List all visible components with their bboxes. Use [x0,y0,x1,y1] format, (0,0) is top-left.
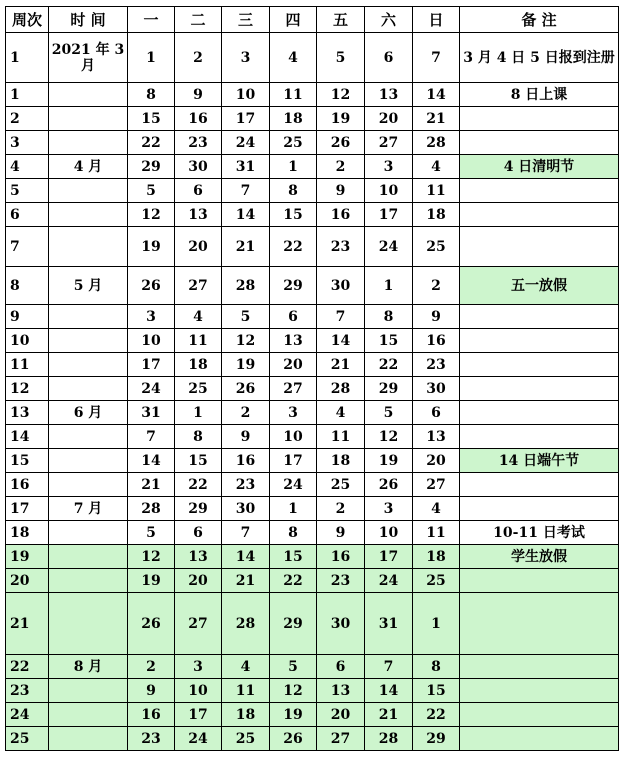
day-cell-fri: 13 [317,679,365,703]
week-number-cell: 10 [6,329,49,353]
day-cell-tue: 18 [175,353,222,377]
month-cell [49,329,128,353]
day-cell-thu: 26 [270,727,317,751]
day-cell-mon: 12 [128,203,175,227]
day-cell-fri: 4 [317,401,365,425]
day-cell-fri: 26 [317,131,365,155]
note-cell [460,401,619,425]
day-cell-wed: 25 [222,727,270,751]
week-number-cell: 21 [6,593,49,655]
day-cell-mon: 17 [128,353,175,377]
day-cell-thu: 3 [270,401,317,425]
semester-calendar-table [5,6,619,751]
day-cell-sat: 22 [365,353,413,377]
day-cell-mon: 15 [128,107,175,131]
day-cell-thu: 20 [270,353,317,377]
week-number-cell: 24 [6,703,49,727]
day-cell-sat: 24 [365,569,413,593]
day-cell-thu: 1 [270,497,317,521]
table-row [6,131,619,155]
note-cell: 4 日清明节 [460,155,619,179]
day-cell-fri: 30 [317,267,365,305]
day-cell-sat: 28 [365,727,413,751]
day-cell-sun: 8 [413,655,460,679]
day-cell-sat: 26 [365,473,413,497]
month-cell [49,679,128,703]
table-row [6,83,619,107]
week-number-cell: 12 [6,377,49,401]
day-cell-sun: 4 [413,155,460,179]
note-cell [460,353,619,377]
day-cell-tue: 10 [175,679,222,703]
day-cell-sun: 7 [413,33,460,83]
day-cell-sat: 17 [365,545,413,569]
header-sat: 六 [365,7,413,33]
day-cell-mon: 31 [128,401,175,425]
note-cell [460,679,619,703]
day-cell-sun: 20 [413,449,460,473]
week-number-cell: 9 [6,305,49,329]
day-cell-fri: 16 [317,203,365,227]
note-cell [460,377,619,401]
day-cell-tue: 30 [175,155,222,179]
note-cell: 10-11 日考试 [460,521,619,545]
month-cell [49,425,128,449]
day-cell-mon: 26 [128,593,175,655]
month-cell: 4 月 [49,155,128,179]
day-cell-fri: 9 [317,179,365,203]
day-cell-tue: 25 [175,377,222,401]
day-cell-mon: 1 [128,33,175,83]
day-cell-wed: 10 [222,83,270,107]
day-cell-mon: 24 [128,377,175,401]
day-cell-thu: 19 [270,703,317,727]
month-cell: 8 月 [49,655,128,679]
day-cell-wed: 28 [222,267,270,305]
day-cell-mon: 21 [128,473,175,497]
month-cell [49,449,128,473]
day-cell-mon: 19 [128,569,175,593]
day-cell-fri: 2 [317,497,365,521]
table-row [6,377,619,401]
note-cell [460,703,619,727]
day-cell-thu: 29 [270,593,317,655]
day-cell-fri: 9 [317,521,365,545]
day-cell-thu: 8 [270,521,317,545]
month-cell [49,593,128,655]
table-row [6,401,619,425]
header-thu: 四 [270,7,317,33]
day-cell-sun: 23 [413,353,460,377]
week-number-cell: 4 [6,155,49,179]
note-cell [460,497,619,521]
note-cell: 3 月 4 日 5 日报到注册 [460,33,619,83]
note-cell [460,107,619,131]
month-cell [49,569,128,593]
header-tue: 二 [175,7,222,33]
day-cell-mon: 7 [128,425,175,449]
note-cell [460,203,619,227]
day-cell-sun: 16 [413,329,460,353]
day-cell-sat: 10 [365,179,413,203]
month-cell [49,107,128,131]
day-cell-wed: 11 [222,679,270,703]
day-cell-tue: 27 [175,267,222,305]
month-cell: 7 月 [49,497,128,521]
day-cell-tue: 24 [175,727,222,751]
month-cell [49,727,128,751]
note-cell [460,425,619,449]
header-time: 时 间 [49,7,128,33]
table-row [6,497,619,521]
day-cell-tue: 2 [175,33,222,83]
day-cell-tue: 11 [175,329,222,353]
day-cell-fri: 23 [317,569,365,593]
day-cell-sun: 11 [413,179,460,203]
day-cell-sat: 24 [365,227,413,267]
month-cell [49,179,128,203]
table-row [6,449,619,473]
day-cell-sat: 17 [365,203,413,227]
day-cell-sun: 25 [413,227,460,267]
day-cell-sat: 29 [365,377,413,401]
day-cell-sat: 10 [365,521,413,545]
day-cell-tue: 23 [175,131,222,155]
table-row [6,267,619,305]
note-cell: 8 日上课 [460,83,619,107]
day-cell-mon: 28 [128,497,175,521]
note-cell [460,131,619,155]
day-cell-thu: 15 [270,203,317,227]
header-fri: 五 [317,7,365,33]
month-cell [49,83,128,107]
day-cell-sat: 14 [365,679,413,703]
week-number-cell: 22 [6,655,49,679]
day-cell-tue: 4 [175,305,222,329]
month-cell: 6 月 [49,401,128,425]
day-cell-sat: 21 [365,703,413,727]
day-cell-tue: 20 [175,227,222,267]
table-row [6,305,619,329]
day-cell-wed: 21 [222,569,270,593]
day-cell-tue: 3 [175,655,222,679]
day-cell-thu: 18 [270,107,317,131]
week-number-cell: 2 [6,107,49,131]
table-row [6,545,619,569]
day-cell-sat: 5 [365,401,413,425]
day-cell-wed: 30 [222,497,270,521]
day-cell-mon: 16 [128,703,175,727]
day-cell-wed: 3 [222,33,270,83]
week-number-cell: 25 [6,727,49,751]
day-cell-thu: 11 [270,83,317,107]
month-cell [49,227,128,267]
table-row [6,107,619,131]
day-cell-wed: 23 [222,473,270,497]
day-cell-fri: 27 [317,727,365,751]
week-number-cell: 1 [6,33,49,83]
day-cell-thu: 10 [270,425,317,449]
note-cell [460,227,619,267]
day-cell-sun: 27 [413,473,460,497]
day-cell-fri: 20 [317,703,365,727]
day-cell-sun: 28 [413,131,460,155]
day-cell-sun: 6 [413,401,460,425]
month-cell [49,131,128,155]
day-cell-wed: 24 [222,131,270,155]
day-cell-sat: 3 [365,497,413,521]
day-cell-wed: 2 [222,401,270,425]
day-cell-fri: 14 [317,329,365,353]
header-notes: 备 注 [460,7,619,33]
day-cell-thu: 5 [270,655,317,679]
day-cell-tue: 27 [175,593,222,655]
day-cell-sat: 31 [365,593,413,655]
day-cell-fri: 5 [317,33,365,83]
table-row [6,593,619,655]
day-cell-fri: 11 [317,425,365,449]
table-row [6,569,619,593]
day-cell-mon: 19 [128,227,175,267]
header-wed: 三 [222,7,270,33]
note-cell [460,329,619,353]
day-cell-sat: 7 [365,655,413,679]
header-row [6,7,619,33]
day-cell-wed: 21 [222,227,270,267]
week-number-cell: 16 [6,473,49,497]
day-cell-tue: 15 [175,449,222,473]
month-cell: 2021 年 3 月 [49,33,128,83]
week-number-cell: 6 [6,203,49,227]
note-cell [460,179,619,203]
day-cell-sun: 15 [413,679,460,703]
day-cell-mon: 23 [128,727,175,751]
day-cell-wed: 28 [222,593,270,655]
day-cell-fri: 18 [317,449,365,473]
day-cell-mon: 14 [128,449,175,473]
day-cell-mon: 26 [128,267,175,305]
day-cell-sat: 27 [365,131,413,155]
day-cell-mon: 10 [128,329,175,353]
day-cell-thu: 22 [270,227,317,267]
day-cell-sun: 1 [413,593,460,655]
table-row [6,33,619,83]
day-cell-sat: 3 [365,155,413,179]
day-cell-thu: 1 [270,155,317,179]
day-cell-sun: 29 [413,727,460,751]
day-cell-fri: 21 [317,353,365,377]
day-cell-sun: 30 [413,377,460,401]
table-row [6,521,619,545]
day-cell-thu: 27 [270,377,317,401]
day-cell-fri: 16 [317,545,365,569]
note-cell [460,473,619,497]
table-row [6,703,619,727]
day-cell-tue: 6 [175,521,222,545]
day-cell-sun: 21 [413,107,460,131]
day-cell-fri: 12 [317,83,365,107]
week-number-cell: 14 [6,425,49,449]
table-row [6,203,619,227]
note-cell [460,305,619,329]
week-number-cell: 20 [6,569,49,593]
day-cell-thu: 8 [270,179,317,203]
day-cell-wed: 7 [222,179,270,203]
day-cell-sat: 19 [365,449,413,473]
day-cell-sun: 25 [413,569,460,593]
month-cell [49,305,128,329]
day-cell-wed: 26 [222,377,270,401]
day-cell-mon: 5 [128,179,175,203]
week-number-cell: 19 [6,545,49,569]
day-cell-wed: 16 [222,449,270,473]
day-cell-tue: 9 [175,83,222,107]
day-cell-thu: 24 [270,473,317,497]
day-cell-tue: 13 [175,545,222,569]
table-row [6,329,619,353]
day-cell-sun: 11 [413,521,460,545]
day-cell-sat: 1 [365,267,413,305]
table-row [6,473,619,497]
note-cell: 五一放假 [460,267,619,305]
table-row [6,353,619,377]
day-cell-fri: 19 [317,107,365,131]
day-cell-wed: 31 [222,155,270,179]
table-row [6,227,619,267]
month-cell [49,521,128,545]
day-cell-sat: 20 [365,107,413,131]
month-cell [49,353,128,377]
day-cell-wed: 7 [222,521,270,545]
month-cell [49,377,128,401]
day-cell-tue: 20 [175,569,222,593]
day-cell-wed: 14 [222,545,270,569]
day-cell-wed: 19 [222,353,270,377]
day-cell-mon: 5 [128,521,175,545]
week-number-cell: 17 [6,497,49,521]
day-cell-wed: 4 [222,655,270,679]
day-cell-mon: 9 [128,679,175,703]
calendar-body [6,33,619,751]
day-cell-sat: 12 [365,425,413,449]
day-cell-tue: 8 [175,425,222,449]
day-cell-thu: 4 [270,33,317,83]
note-cell [460,593,619,655]
day-cell-sat: 6 [365,33,413,83]
day-cell-mon: 3 [128,305,175,329]
day-cell-tue: 6 [175,179,222,203]
day-cell-sun: 22 [413,703,460,727]
table-row [6,655,619,679]
day-cell-fri: 23 [317,227,365,267]
day-cell-thu: 22 [270,569,317,593]
week-number-cell: 1 [6,83,49,107]
day-cell-tue: 29 [175,497,222,521]
day-cell-fri: 30 [317,593,365,655]
note-cell [460,569,619,593]
note-cell [460,655,619,679]
header-week: 周次 [6,7,49,33]
note-cell: 14 日端午节 [460,449,619,473]
week-number-cell: 18 [6,521,49,545]
day-cell-sun: 2 [413,267,460,305]
day-cell-sat: 13 [365,83,413,107]
month-cell [49,545,128,569]
note-cell [460,727,619,751]
header-mon: 一 [128,7,175,33]
day-cell-wed: 12 [222,329,270,353]
day-cell-mon: 8 [128,83,175,107]
day-cell-sat: 15 [365,329,413,353]
day-cell-thu: 12 [270,679,317,703]
day-cell-fri: 25 [317,473,365,497]
day-cell-wed: 18 [222,703,270,727]
day-cell-thu: 13 [270,329,317,353]
day-cell-sun: 14 [413,83,460,107]
day-cell-fri: 6 [317,655,365,679]
week-number-cell: 8 [6,267,49,305]
day-cell-tue: 17 [175,703,222,727]
day-cell-fri: 2 [317,155,365,179]
week-number-cell: 15 [6,449,49,473]
header-sun: 日 [413,7,460,33]
week-number-cell: 3 [6,131,49,155]
day-cell-fri: 7 [317,305,365,329]
day-cell-wed: 9 [222,425,270,449]
week-number-cell: 11 [6,353,49,377]
day-cell-thu: 15 [270,545,317,569]
table-row [6,679,619,703]
day-cell-tue: 1 [175,401,222,425]
day-cell-sun: 18 [413,545,460,569]
day-cell-sun: 18 [413,203,460,227]
day-cell-sun: 4 [413,497,460,521]
day-cell-wed: 5 [222,305,270,329]
day-cell-thu: 25 [270,131,317,155]
day-cell-sat: 8 [365,305,413,329]
week-number-cell: 23 [6,679,49,703]
table-row [6,727,619,751]
day-cell-thu: 17 [270,449,317,473]
week-number-cell: 7 [6,227,49,267]
day-cell-wed: 14 [222,203,270,227]
day-cell-tue: 16 [175,107,222,131]
day-cell-mon: 2 [128,655,175,679]
day-cell-mon: 29 [128,155,175,179]
day-cell-fri: 28 [317,377,365,401]
note-cell: 学生放假 [460,545,619,569]
table-row [6,179,619,203]
month-cell [49,203,128,227]
day-cell-sun: 9 [413,305,460,329]
week-number-cell: 13 [6,401,49,425]
day-cell-mon: 12 [128,545,175,569]
day-cell-tue: 13 [175,203,222,227]
day-cell-sun: 13 [413,425,460,449]
month-cell [49,703,128,727]
day-cell-mon: 22 [128,131,175,155]
table-row [6,155,619,179]
day-cell-thu: 6 [270,305,317,329]
month-cell: 5 月 [49,267,128,305]
week-number-cell: 5 [6,179,49,203]
month-cell [49,473,128,497]
day-cell-thu: 29 [270,267,317,305]
day-cell-tue: 22 [175,473,222,497]
day-cell-wed: 17 [222,107,270,131]
table-row [6,425,619,449]
